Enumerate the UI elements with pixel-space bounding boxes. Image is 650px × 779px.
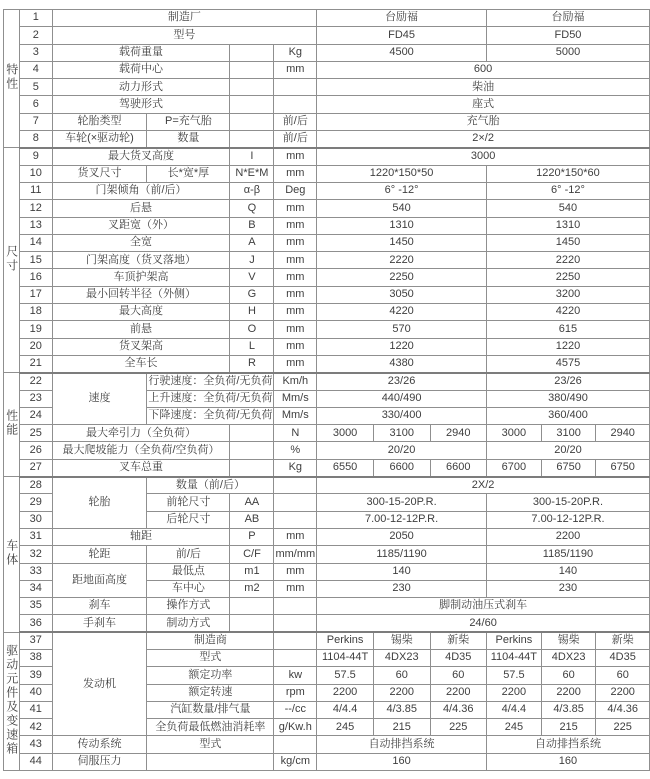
spec-label: 动力形式 bbox=[52, 79, 230, 96]
dimension-symbol bbox=[230, 615, 274, 632]
spec-label: 后轮尺寸 bbox=[147, 511, 230, 528]
spec-value: 1185/1190 bbox=[317, 546, 487, 563]
spec-value: 锡柴 bbox=[373, 632, 430, 649]
spec-value: 2050 bbox=[317, 528, 487, 545]
unit-label: mm bbox=[274, 355, 317, 372]
unit-label: mm bbox=[274, 61, 317, 78]
unit-label bbox=[274, 494, 317, 511]
unit-label: Mm/s bbox=[274, 390, 317, 407]
spec-label: 全车长 bbox=[52, 355, 230, 372]
spec-label: 驾驶形式 bbox=[52, 96, 230, 113]
spec-value: 2220 bbox=[486, 252, 649, 269]
spec-value: 615 bbox=[486, 321, 649, 338]
spec-label: 前/后 bbox=[147, 546, 230, 563]
spec-value: 1220 bbox=[486, 338, 649, 355]
unit-label: 前/后 bbox=[274, 113, 317, 130]
spec-value: 540 bbox=[486, 200, 649, 217]
spec-value: FD50 bbox=[486, 27, 649, 44]
spec-label: 全负荷最低燃油消耗率 bbox=[147, 719, 274, 736]
spec-label bbox=[147, 753, 274, 770]
spec-value: 3000 bbox=[317, 148, 650, 165]
spec-label: 操作方式 bbox=[147, 598, 230, 615]
spec-label: 最大牵引力（全负荷） bbox=[52, 425, 230, 442]
dimension-symbol: α-β bbox=[230, 182, 274, 199]
spec-value: 2250 bbox=[486, 269, 649, 286]
spec-value: 60 bbox=[596, 667, 650, 684]
unit-label bbox=[274, 598, 317, 615]
spec-value: 6° -12° bbox=[486, 182, 649, 199]
spec-label: 距地面高度 bbox=[52, 563, 147, 598]
row-number: 28 bbox=[19, 477, 52, 494]
section-label-text: 特性 bbox=[4, 62, 19, 91]
unit-label: Deg bbox=[274, 182, 317, 199]
row-number: 32 bbox=[19, 546, 52, 563]
row-number: 42 bbox=[19, 719, 52, 736]
unit-label: kg/cm bbox=[274, 753, 317, 770]
spec-value: 4DX23 bbox=[373, 649, 430, 666]
spec-label: 载荷中心 bbox=[52, 61, 230, 78]
spec-value: 台励福 bbox=[486, 10, 649, 27]
row-number: 36 bbox=[19, 615, 52, 632]
unit-label: mm bbox=[274, 338, 317, 355]
unit-label bbox=[274, 632, 317, 649]
dimension-symbol: I bbox=[230, 148, 274, 165]
row-number: 30 bbox=[19, 511, 52, 528]
spec-value: 6° -12° bbox=[317, 182, 487, 199]
spec-value: 4DX23 bbox=[541, 649, 596, 666]
unit-label: mm bbox=[274, 148, 317, 165]
spec-value: 1450 bbox=[486, 234, 649, 251]
spec-label: 型式 bbox=[147, 649, 274, 666]
spec-value: 215 bbox=[373, 719, 430, 736]
spec-value: 2200 bbox=[430, 684, 486, 701]
spec-value: 2200 bbox=[486, 684, 541, 701]
spec-label: 下降速度：全负荷/无负荷 bbox=[147, 407, 274, 424]
row-number: 29 bbox=[19, 494, 52, 511]
spec-value: 160 bbox=[317, 753, 487, 770]
spec-value: 座式 bbox=[317, 96, 650, 113]
spec-value: 6550 bbox=[317, 459, 374, 476]
spec-value: 2200 bbox=[541, 684, 596, 701]
spec-value: 6700 bbox=[486, 459, 541, 476]
dimension-symbol bbox=[230, 425, 274, 442]
dimension-symbol: O bbox=[230, 321, 274, 338]
spec-label: 制动方式 bbox=[147, 615, 230, 632]
dimension-symbol: C/F bbox=[230, 546, 274, 563]
spec-value: 230 bbox=[486, 580, 649, 597]
section-label-text: 车体 bbox=[4, 538, 19, 567]
row-number: 13 bbox=[19, 217, 52, 234]
unit-label: mm bbox=[274, 286, 317, 303]
spec-value: 7.00-12-12P.R. bbox=[317, 511, 487, 528]
spec-value: 24/60 bbox=[317, 615, 650, 632]
spec-value: 160 bbox=[486, 753, 649, 770]
spec-label: 传动系统 bbox=[52, 736, 147, 753]
row-number: 12 bbox=[19, 200, 52, 217]
row-number: 9 bbox=[19, 148, 52, 165]
section-label bbox=[4, 10, 20, 148]
unit-label: mm bbox=[274, 580, 317, 597]
dimension-symbol bbox=[230, 131, 274, 148]
row-number: 40 bbox=[19, 684, 52, 701]
spec-label: 车轮(×驱动轮) bbox=[52, 131, 147, 148]
spec-value: 1220*150*60 bbox=[486, 165, 649, 182]
unit-label: % bbox=[274, 442, 317, 459]
row-number: 20 bbox=[19, 338, 52, 355]
spec-value: 2200 bbox=[596, 684, 650, 701]
spec-label: 货叉尺寸 bbox=[52, 165, 147, 182]
spec-value: 7.00-12-12P.R. bbox=[486, 511, 649, 528]
row-number: 22 bbox=[19, 373, 52, 390]
spec-value: 6750 bbox=[596, 459, 650, 476]
unit-label: mm bbox=[274, 563, 317, 580]
spec-value: 5000 bbox=[486, 44, 649, 61]
spec-value: 57.5 bbox=[486, 667, 541, 684]
unit-label bbox=[274, 79, 317, 96]
spec-value: Perkins bbox=[486, 632, 541, 649]
spec-value: 台励福 bbox=[317, 10, 487, 27]
spec-label: 轴距 bbox=[52, 528, 230, 545]
spec-value: 245 bbox=[486, 719, 541, 736]
spec-value: 4380 bbox=[317, 355, 487, 372]
spec-value: 215 bbox=[541, 719, 596, 736]
row-number: 16 bbox=[19, 269, 52, 286]
dimension-symbol bbox=[230, 113, 274, 130]
spec-value: 自动排挡系统 bbox=[486, 736, 649, 753]
spec-value: 1104-44T bbox=[317, 649, 374, 666]
unit-label bbox=[274, 649, 317, 666]
spec-label: 型号 bbox=[52, 27, 317, 44]
spec-value: 20/20 bbox=[317, 442, 487, 459]
unit-label bbox=[274, 736, 317, 753]
unit-label: mm bbox=[274, 217, 317, 234]
dimension-symbol: H bbox=[230, 304, 274, 321]
spec-value: 360/400 bbox=[486, 407, 649, 424]
row-number: 37 bbox=[19, 632, 52, 649]
unit-label: Mm/s bbox=[274, 407, 317, 424]
spec-value: 3100 bbox=[541, 425, 596, 442]
spec-value: 2X/2 bbox=[317, 477, 650, 494]
spec-value: 新柴 bbox=[596, 632, 650, 649]
row-number: 44 bbox=[19, 753, 52, 770]
row-number: 5 bbox=[19, 79, 52, 96]
spec-value: 2200 bbox=[373, 684, 430, 701]
spec-value: 脚制动油压式刹车 bbox=[317, 598, 650, 615]
row-number: 17 bbox=[19, 286, 52, 303]
unit-label: kw bbox=[274, 667, 317, 684]
row-number: 21 bbox=[19, 355, 52, 372]
spec-value: 3000 bbox=[486, 425, 541, 442]
unit-label: mm bbox=[274, 321, 317, 338]
row-number: 38 bbox=[19, 649, 52, 666]
spec-label: 最低点 bbox=[147, 563, 230, 580]
spec-value: 6600 bbox=[373, 459, 430, 476]
row-number: 14 bbox=[19, 234, 52, 251]
spec-value: 60 bbox=[373, 667, 430, 684]
section-label bbox=[4, 632, 20, 770]
spec-table-body bbox=[4, 10, 650, 771]
row-number: 31 bbox=[19, 528, 52, 545]
spec-value: 23/26 bbox=[317, 373, 487, 390]
dimension-symbol: N*E*M bbox=[230, 165, 274, 182]
spec-label: 最大爬坡能力（全负荷/空负荷） bbox=[52, 442, 230, 459]
spec-value: 1310 bbox=[486, 217, 649, 234]
unit-label: Kg bbox=[274, 459, 317, 476]
dimension-symbol: B bbox=[230, 217, 274, 234]
spec-label: 上升速度：全负荷/无负荷 bbox=[147, 390, 274, 407]
spec-value: 3000 bbox=[317, 425, 374, 442]
spec-label: 全宽 bbox=[52, 234, 230, 251]
dimension-symbol bbox=[230, 459, 274, 476]
spec-value: 3200 bbox=[486, 286, 649, 303]
spec-value: 6750 bbox=[541, 459, 596, 476]
row-number: 10 bbox=[19, 165, 52, 182]
spec-value: 2200 bbox=[317, 684, 374, 701]
spec-label: 车中心 bbox=[147, 580, 230, 597]
row-number: 7 bbox=[19, 113, 52, 130]
row-number: 4 bbox=[19, 61, 52, 78]
spec-table bbox=[3, 9, 650, 771]
row-number: 26 bbox=[19, 442, 52, 459]
spec-value: 23/26 bbox=[486, 373, 649, 390]
spec-value: 1104-44T bbox=[486, 649, 541, 666]
spec-value: 1185/1190 bbox=[486, 546, 649, 563]
row-number: 19 bbox=[19, 321, 52, 338]
unit-label: mm bbox=[274, 200, 317, 217]
spec-value: 柴油 bbox=[317, 79, 650, 96]
spec-value: 4/4.36 bbox=[596, 701, 650, 718]
spec-value: 2200 bbox=[486, 528, 649, 545]
row-number: 15 bbox=[19, 252, 52, 269]
spec-label: 刹车 bbox=[52, 598, 147, 615]
row-number: 23 bbox=[19, 390, 52, 407]
dimension-symbol: Q bbox=[230, 200, 274, 217]
unit-label: Kg bbox=[274, 44, 317, 61]
spec-label: 数量 bbox=[147, 131, 230, 148]
spec-value: 300-15-20P.R. bbox=[317, 494, 487, 511]
spec-value: 1310 bbox=[317, 217, 487, 234]
section-label bbox=[4, 373, 20, 477]
spec-value: 4/4.4 bbox=[486, 701, 541, 718]
spec-value: 4/3.85 bbox=[541, 701, 596, 718]
spec-value: 3050 bbox=[317, 286, 487, 303]
spec-value: 440/490 bbox=[317, 390, 487, 407]
spec-value: 自动排挡系统 bbox=[317, 736, 487, 753]
spec-value: 225 bbox=[596, 719, 650, 736]
dimension-symbol: P bbox=[230, 528, 274, 545]
spec-label: 行驶速度：全负荷/无负荷 bbox=[147, 373, 274, 390]
dimension-symbol bbox=[230, 61, 274, 78]
spec-value: 140 bbox=[486, 563, 649, 580]
unit-label: mm bbox=[274, 528, 317, 545]
dimension-symbol: L bbox=[230, 338, 274, 355]
spec-value: 4/4.4 bbox=[317, 701, 374, 718]
spec-label: 门架高度（货叉落地） bbox=[52, 252, 230, 269]
dimension-symbol bbox=[230, 79, 274, 96]
section-label bbox=[4, 148, 20, 373]
spec-value: 60 bbox=[541, 667, 596, 684]
spec-label: 最大货叉高度 bbox=[52, 148, 230, 165]
spec-label: 叉车总重 bbox=[52, 459, 230, 476]
spec-value: 4D35 bbox=[430, 649, 486, 666]
spec-value: 3100 bbox=[373, 425, 430, 442]
spec-value: 60 bbox=[430, 667, 486, 684]
spec-value: 1220*150*50 bbox=[317, 165, 487, 182]
row-number: 39 bbox=[19, 667, 52, 684]
dimension-symbol: J bbox=[230, 252, 274, 269]
spec-value: 245 bbox=[317, 719, 374, 736]
spec-value: 4220 bbox=[486, 304, 649, 321]
spec-value: 4500 bbox=[317, 44, 487, 61]
spec-value: 4/4.36 bbox=[430, 701, 486, 718]
dimension-symbol bbox=[230, 442, 274, 459]
section-label-text: 驱动元件及变速箱 bbox=[4, 643, 19, 756]
spec-label: P=充气胎 bbox=[147, 113, 230, 130]
unit-label bbox=[274, 511, 317, 528]
spec-value: 4575 bbox=[486, 355, 649, 372]
row-number: 34 bbox=[19, 580, 52, 597]
spec-label: 轮胎类型 bbox=[52, 113, 147, 130]
unit-label: Km/h bbox=[274, 373, 317, 390]
spec-label: 门架倾角（前/后） bbox=[52, 182, 230, 199]
row-number: 1 bbox=[19, 10, 52, 27]
spec-label: 额定功率 bbox=[147, 667, 274, 684]
spec-value: 225 bbox=[430, 719, 486, 736]
spec-label: 伺服压力 bbox=[52, 753, 147, 770]
spec-label: 长*宽*厚 bbox=[147, 165, 230, 182]
spec-value: 锡柴 bbox=[541, 632, 596, 649]
spec-label: 前悬 bbox=[52, 321, 230, 338]
spec-value: FD45 bbox=[317, 27, 487, 44]
row-number: 2 bbox=[19, 27, 52, 44]
spec-value: 4D35 bbox=[596, 649, 650, 666]
section-label-text: 尺寸 bbox=[4, 244, 19, 273]
spec-value: 380/490 bbox=[486, 390, 649, 407]
dimension-symbol: m1 bbox=[230, 563, 274, 580]
spec-value: 1450 bbox=[317, 234, 487, 251]
spec-label: 车顶护架高 bbox=[52, 269, 230, 286]
spec-label: 手刹车 bbox=[52, 615, 147, 632]
spec-value: 2220 bbox=[317, 252, 487, 269]
spec-value: 充气胎 bbox=[317, 113, 650, 130]
spec-value: Perkins bbox=[317, 632, 374, 649]
row-number: 33 bbox=[19, 563, 52, 580]
unit-label: --/cc bbox=[274, 701, 317, 718]
unit-label: mm bbox=[274, 304, 317, 321]
row-number: 43 bbox=[19, 736, 52, 753]
spec-value: 2250 bbox=[317, 269, 487, 286]
row-number: 3 bbox=[19, 44, 52, 61]
spec-value: 330/400 bbox=[317, 407, 487, 424]
dimension-symbol: V bbox=[230, 269, 274, 286]
row-number: 27 bbox=[19, 459, 52, 476]
dimension-symbol bbox=[230, 96, 274, 113]
row-number: 24 bbox=[19, 407, 52, 424]
spec-label: 最大高度 bbox=[52, 304, 230, 321]
spec-label: 载荷重量 bbox=[52, 44, 230, 61]
spec-label: 汽缸数量/排气量 bbox=[147, 701, 274, 718]
spec-label: 后悬 bbox=[52, 200, 230, 217]
dimension-symbol: A bbox=[230, 234, 274, 251]
spec-value: 20/20 bbox=[486, 442, 649, 459]
spec-value: 140 bbox=[317, 563, 487, 580]
section-label bbox=[4, 477, 20, 633]
spec-value: 230 bbox=[317, 580, 487, 597]
spec-value: 57.5 bbox=[317, 667, 374, 684]
spec-label: 制造商 bbox=[147, 632, 274, 649]
spec-value: 4/3.85 bbox=[373, 701, 430, 718]
spec-label: 货叉架高 bbox=[52, 338, 230, 355]
spec-value: 2940 bbox=[596, 425, 650, 442]
row-number: 6 bbox=[19, 96, 52, 113]
unit-label: N bbox=[274, 425, 317, 442]
dimension-symbol: m2 bbox=[230, 580, 274, 597]
unit-label: 前/后 bbox=[274, 131, 317, 148]
spec-value: 2×/2 bbox=[317, 131, 650, 148]
spec-label: 轮胎 bbox=[52, 477, 147, 529]
row-number: 25 bbox=[19, 425, 52, 442]
spec-label: 最小回转半径（外侧） bbox=[52, 286, 230, 303]
unit-label: mm bbox=[274, 269, 317, 286]
spec-value: 4220 bbox=[317, 304, 487, 321]
section-label-text: 性能 bbox=[4, 408, 19, 437]
spec-label: 速度 bbox=[52, 373, 147, 425]
spec-label: 数量（前/后） bbox=[147, 477, 274, 494]
spec-value: 300-15-20P.R. bbox=[486, 494, 649, 511]
spec-label: 型式 bbox=[147, 736, 274, 753]
dimension-symbol: AB bbox=[230, 511, 274, 528]
unit-label bbox=[274, 615, 317, 632]
dimension-symbol bbox=[230, 598, 274, 615]
spec-label: 发动机 bbox=[52, 632, 147, 736]
spec-value: 1220 bbox=[317, 338, 487, 355]
spec-value: 600 bbox=[317, 61, 650, 78]
unit-label bbox=[274, 96, 317, 113]
unit-label: rpm bbox=[274, 684, 317, 701]
unit-label: mm bbox=[274, 252, 317, 269]
unit-label: mm bbox=[274, 234, 317, 251]
spec-value: 新柴 bbox=[430, 632, 486, 649]
spec-label: 轮距 bbox=[52, 546, 147, 563]
spec-label: 制造厂 bbox=[52, 10, 317, 27]
unit-label bbox=[274, 477, 317, 494]
dimension-symbol: AA bbox=[230, 494, 274, 511]
spec-value: 2940 bbox=[430, 425, 486, 442]
row-number: 18 bbox=[19, 304, 52, 321]
dimension-symbol: G bbox=[230, 286, 274, 303]
row-number: 8 bbox=[19, 131, 52, 148]
dimension-symbol bbox=[230, 44, 274, 61]
unit-label: g/Kw.h bbox=[274, 719, 317, 736]
spec-value: 540 bbox=[317, 200, 487, 217]
spec-value: 570 bbox=[317, 321, 487, 338]
unit-label: mm/mm bbox=[274, 546, 317, 563]
row-number: 41 bbox=[19, 701, 52, 718]
spec-label: 叉距宽（外） bbox=[52, 217, 230, 234]
unit-label: mm bbox=[274, 165, 317, 182]
spec-label: 额定转速 bbox=[147, 684, 274, 701]
row-number: 11 bbox=[19, 182, 52, 199]
spec-value: 6600 bbox=[430, 459, 486, 476]
dimension-symbol: R bbox=[230, 355, 274, 372]
row-number: 35 bbox=[19, 598, 52, 615]
spec-label: 前轮尺寸 bbox=[147, 494, 230, 511]
